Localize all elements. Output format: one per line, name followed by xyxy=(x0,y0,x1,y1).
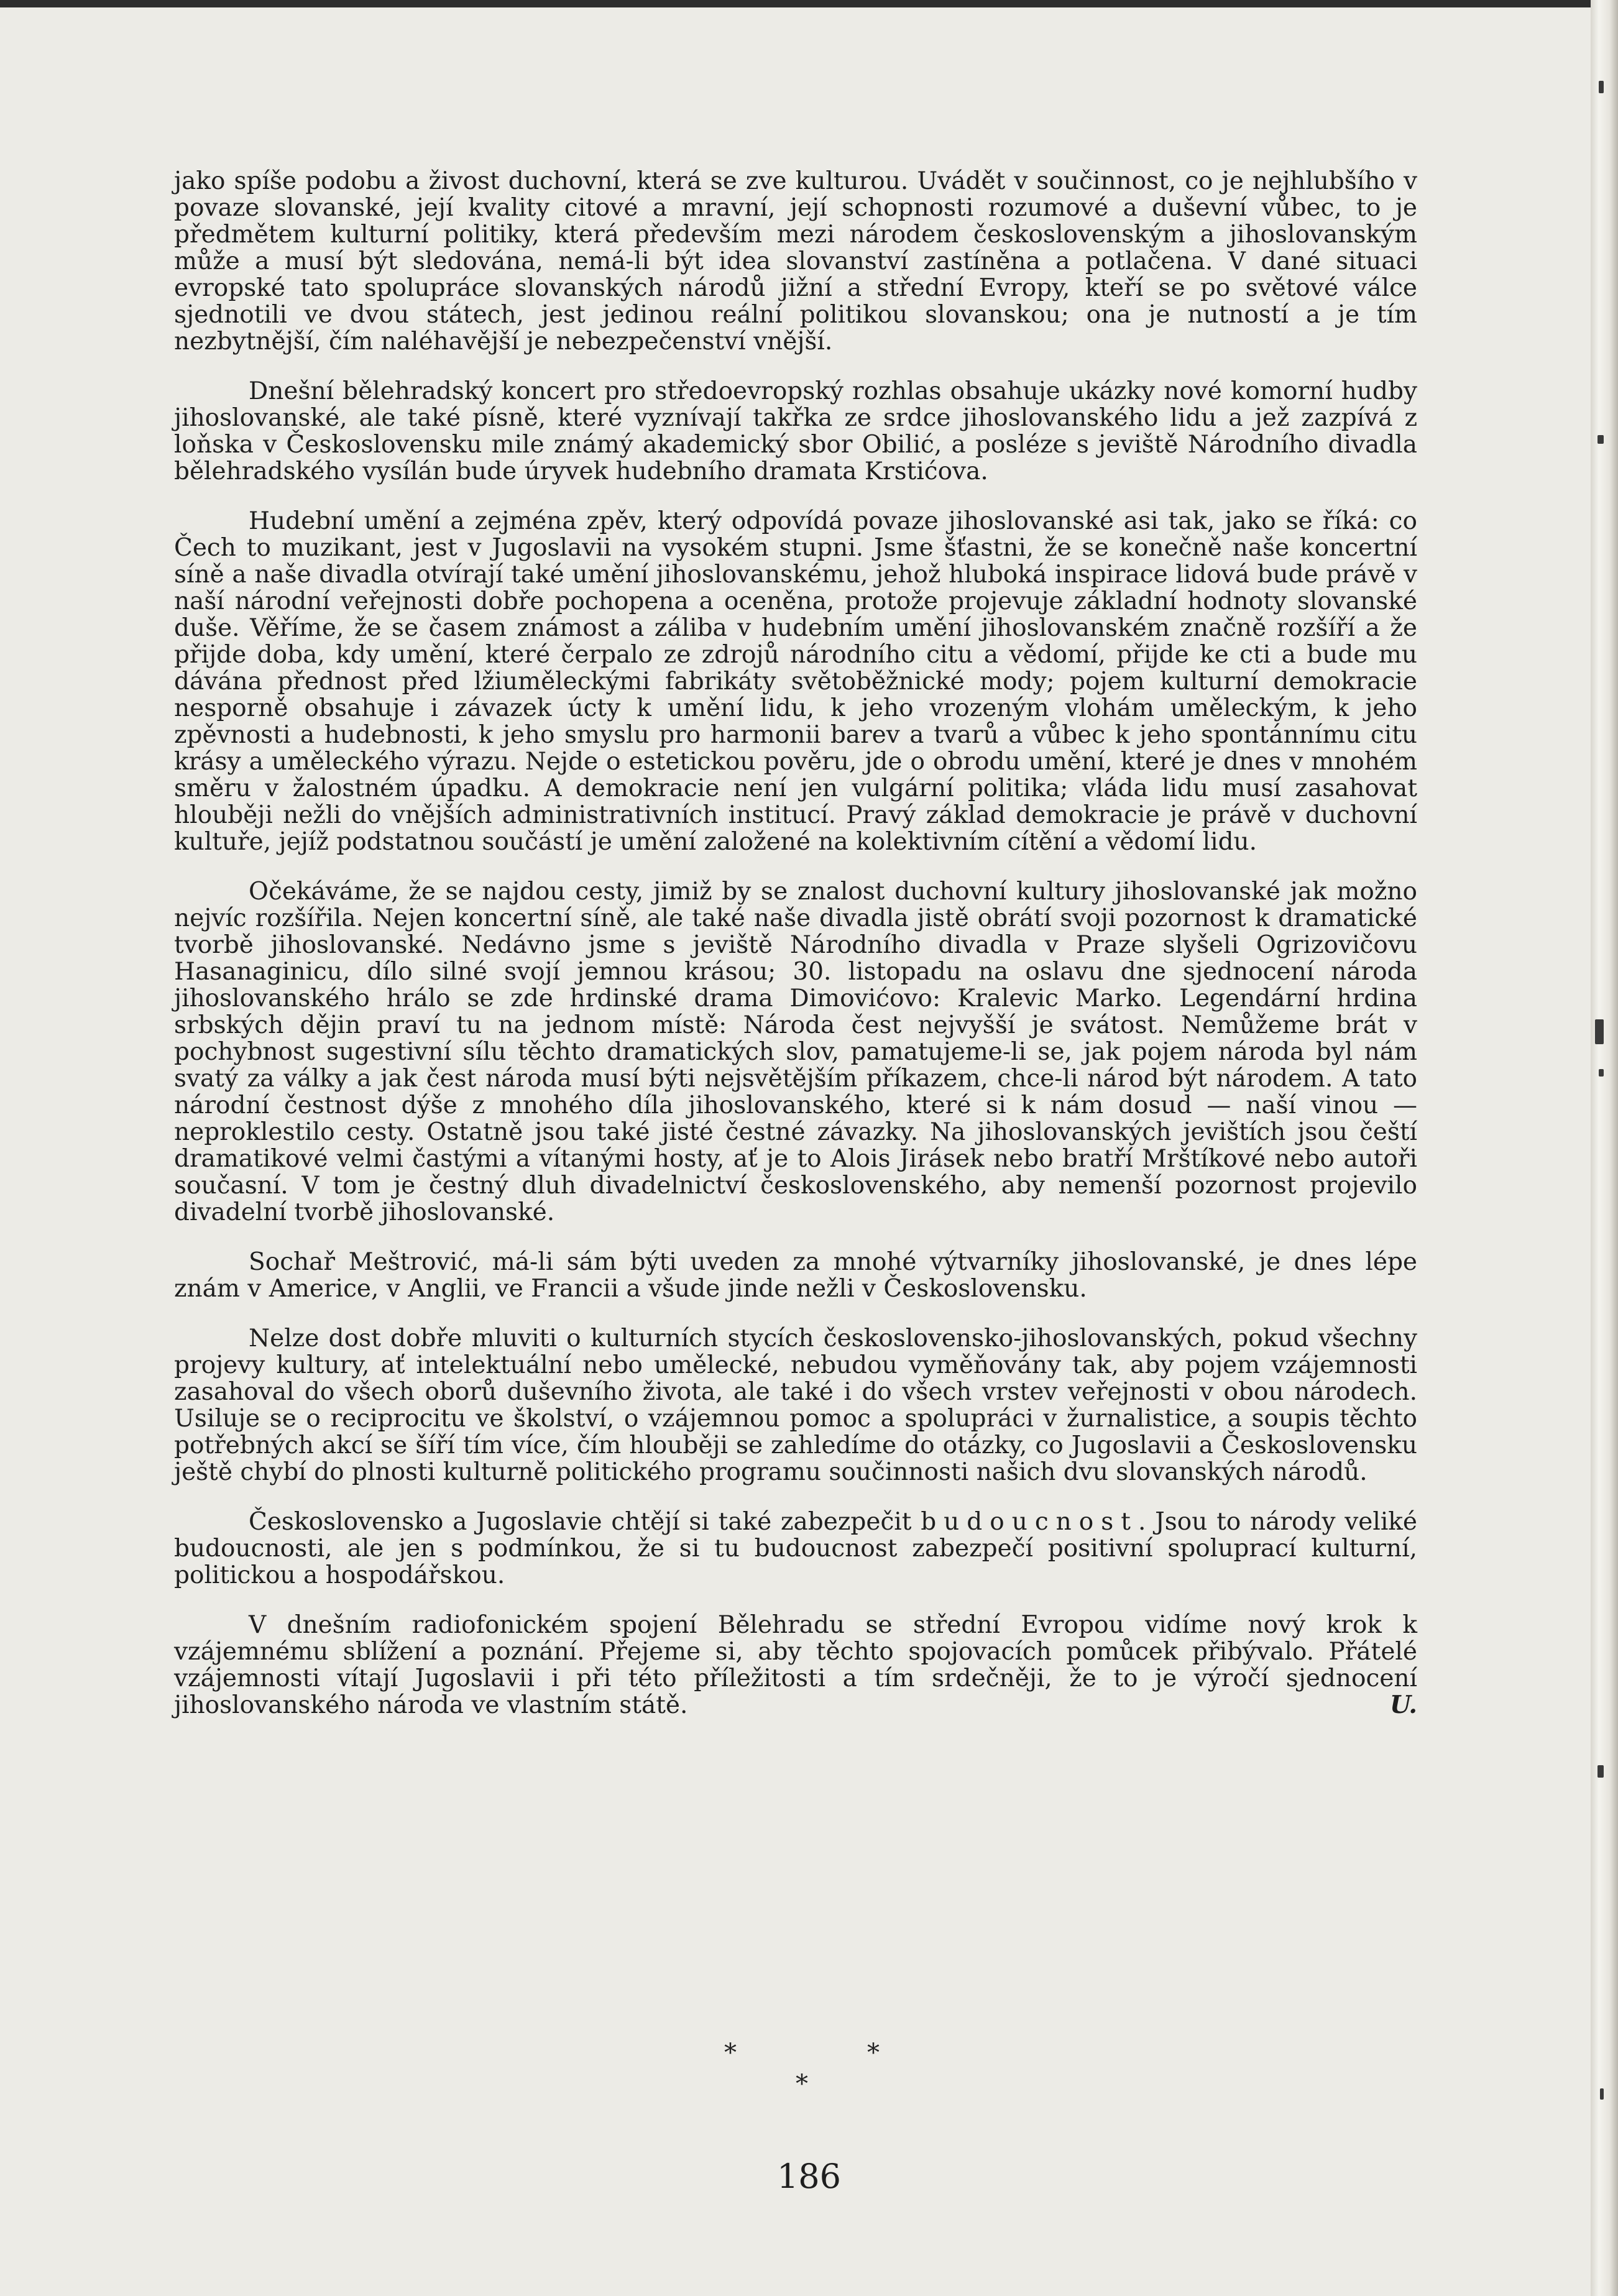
margin-mark xyxy=(1597,1765,1604,1778)
scan-right-edge xyxy=(1591,0,1618,2296)
margin-mark xyxy=(1599,81,1604,93)
paragraph-7-rest: . Jsou to národy veliké budoucnosti, ale jen s podmínkou, že si tu budoucnost zabezpečí positivní spoluprací kulturní, politickou a hospodářskou. xyxy=(174,1508,1418,1589)
section-separator xyxy=(0,2039,1618,2113)
paragraph-8-text: V dnešním radiofonickém spojení Bělehradu se střední Evropou vidíme nový krok k vzájemnému sblížení a poznání. Přejeme si, aby těchto spojovacích pomůcek přibývalo. Přátelé vzájemnosti vítají Jugoslavii i při této příležitosti a tím srdečněji, že to je výročí sjednocení jihoslovanského národa ve vlastním státě. xyxy=(174,1611,1417,1719)
margin-mark xyxy=(1595,1019,1604,1044)
separator-star: * xyxy=(796,2070,808,2098)
emphasis-budoucnost: budoucnost xyxy=(921,1508,1138,1536)
author-signature: U. xyxy=(1389,1691,1417,1719)
separator-star: * xyxy=(724,2039,737,2067)
paragraph-7-lead: Československo a Jugoslavie chtějí si také zabezpečit xyxy=(249,1508,921,1536)
paragraph-4: Očekáváme, že se najdou cesty, jimiž by se znalost duchovní kultury jihoslovanské jak možno nejvíc rozšířila. Nejen koncertní síně, ale také naše divadla jistě obrátí svoji pozornost k dramatické tvorbě jihoslovanské. Nedávno jsme s jeviště Národního divadla v Praze slyšeli Ogrizovičovu Hasanaginicu, dílo silné svojí jemnou krásou; 30. listopadu na oslavu dne sjednocení národa jihoslovanského hrálo se zde hrdinské drama Dimovićovo: Kralevic Marko. Legendární hrdina srbských dějin praví tu na jednom místě: Národa čest nejvyšší je svátost. Nemůžeme brát v pochybnost sugestivní sílu těchto dramatických slov, pamatujeme-li se, jak pojem národa byl nám svatý za války a jak čest národa musí býti nejsvětějším příkazem, chce-li národ být národem. A tato národní čestnost dýše z mnohého díla jihoslovanského, které si k nám dosud — naší vinou — neproklestilo cesty. Ostatně jsou také jisté čestné závazky. Na jihoslovanských jevištích jsou čeští dramatikové velmi častými a vítanými hosty, ať je to Alois Jirásek nebo bratří Mrštíkové nebo autoři současní. V tom je čestný dluh divadelnictví československého, aby nemenší pozornost projevilo divadelní tvorbě jihoslovanské. xyxy=(174,878,1417,1226)
paragraph-8 xyxy=(174,1612,1417,1719)
paragraph-6: Nelze dost dobře mluviti o kulturních stycích československo-jihoslovanských, pokud všechny projevy kultury, ať intelektuální nebo umělecké, nebudou vyměňovány tak, aby pojem vzájemnosti zasahoval do všech oborů duševního života, ale také i do všech vrstev veřejnosti v obou národech. Usiluje se o reciprocitu ve školství, o vzájemnou pomoc a spolupráci v žurnalistice, a soupis těchto potřebných akcí se šíří tím více, čím hlouběji se zahledíme do otázky, co Jugoslavii a Československu ještě chybí do plnosti kulturně politického programu součinnosti našich dvu slovanských národů. xyxy=(174,1325,1417,1486)
separator-star: * xyxy=(867,2039,880,2067)
paragraph-2: Dnešní bělehradský koncert pro středoevropský rozhlas obsahuje ukázky nové komorní hudby jihoslovanské, ale také písně, které vyznívají takřka ze srdce jihoslovanského lidu a jež zazpívá z loňska v Československu mile známý akademický sbor Obilić, a posléze s jeviště Národního divadla bělehradského vysílán bude úryvek hudebního dramata Krstićova. xyxy=(174,377,1417,485)
paragraph-1: jako spíše podobu a živost duchovní, která se zve kulturou. Uvádět v součinnost, co je nejhlubšího v povaze slovanské, její kvality citové a mravní, její schopnosti rozumové a duševní vůbec, to je předmětem kulturní politiky, která především mezi národem československým a jihoslovanským může a musí být sledována, nemá-li být idea slovanství zastíněna a potlačena. V dané situaci evropské tato spolupráce slovanských národů jižní a střední Evropy, kteří se po světové válce sjednotili ve dvou státech, jest jedinou reální politikou slovanskou; ona je nutností a je tím nezbytnější, čím naléhavější je nebezpečenství vnější. xyxy=(174,167,1417,356)
paragraph-5: Sochař Meštrović, má-li sám býti uveden za mnohé výtvarníky jihoslovanské, je dnes lépe znám v Americe, v Anglii, ve Francii a všude jinde nežli v Československu. xyxy=(174,1248,1417,1303)
page-number: 186 xyxy=(776,2157,842,2196)
article-body xyxy=(174,168,1417,1742)
margin-mark xyxy=(1599,1069,1604,1077)
scan-top-edge xyxy=(0,0,1618,7)
paragraph-3: Hudební umění a zejména zpěv, který odpovídá povaze jihoslovanské asi tak, jako se říká: co Čech to muzikant, jest v Jugoslavii na vysokém stupni. Jsme šťastni, že se konečně naše koncertní síně a naše divadla otvírají také umění jihoslovanskému, jehož hluboká inspirace lidová bude právě v naší národní veřejnosti dobře pochopena a oceněna, protože projevuje základní hodnoty slovanské duše. Věříme, že se časem známost a záliba v hudebním umění jihoslovanském značně rozšíří a že přijde doba, kdy umění, které čerpalo ze zdrojů národního citu a vědomí, přijde ke cti a bude mu dávána přednost před lžiuměleckými fabrikáty světoběžnické mody; pojem kulturní demokracie nesporně obsahuje i závazek úcty k umění lidu, k jeho vrozeným vlohám uměleckým, k jeho zpěvnosti a hudebnosti, k jeho smyslu pro harmonii barev a tvarů a vůbec k jeho spontánnímu citu krásy a uměleckého výrazu. Nejde o estetickou pověru, jde o obrodu umění, které je dnes v mnohém směru v žalostném úpadku. A demokracie není jen vulgární politika; vláda lidu musí zasahovat hlouběji nežli do vnějších administrativních institucí. Pravý základ demokracie je právě v duchovní kultuře, jejíž podstatnou součástí je umění založené na kolektivním cítění a vědomí lidu. xyxy=(174,507,1417,856)
paragraph-7 xyxy=(174,1508,1417,1589)
margin-mark xyxy=(1597,435,1604,444)
